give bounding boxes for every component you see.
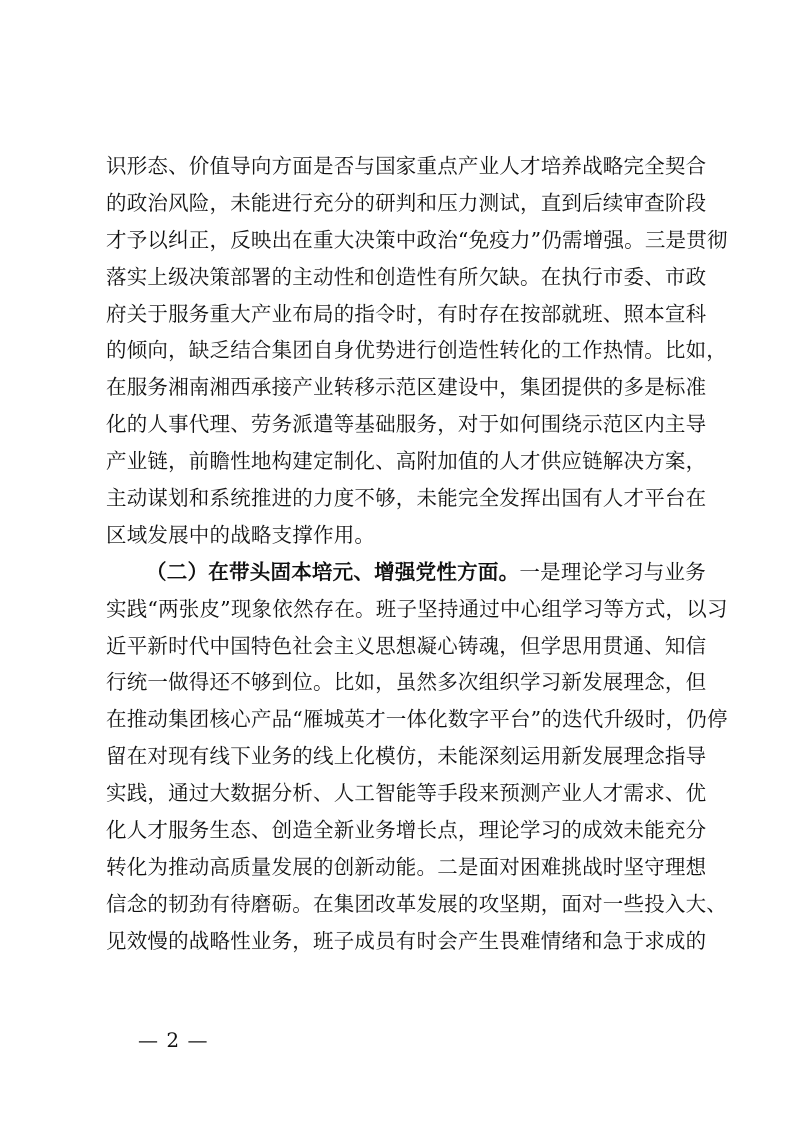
text-line: 府关于服务重大产业布局的指令时，有时存在按部就班、照本宣科 [106,301,707,326]
text-line: 在推动集团核心产品“雁城英才一体化数字平台”的迭代升级时，仍停 [106,707,728,732]
text-line: 留在对现有线下业务的线上化模仿，未能深刻运用新发展理念指导 [106,744,707,769]
section-heading-line [106,554,706,591]
text-line: 化的人事代理、劳务派遣等基础服务，对于如何围绕示范区内主导 [106,412,707,437]
text-line: 在服务湘南湘西承接产业转移示范区建设中，集团提供的多是标准 [106,375,707,400]
body-text [106,148,728,960]
text-line: 主动谋划和系统推进的力度不够，未能完全发挥出国有人才平台在 [106,486,707,511]
text-line: 的倾向，缺乏结合集团自身优势进行创造性转化的工作热情。比如， [106,338,727,363]
text-line: 识形态、价值导向方面是否与国家重点产业人才培养战略完全契合 [106,154,707,178]
paragraph-last-line: 区域发展中的战略支撑作用。 [106,522,376,547]
text-line: 转化为推动高质量发展的创新动能。二是面对困难挑战时坚守理想 [106,854,707,879]
text-line: 近平新时代中国特色社会主义思想凝心铸魂，但学思用贯通、知信 [106,633,707,658]
section-heading-continuation: 一是理论学习与业务 [519,559,706,584]
text-line: 信念的韧劲有待磨砺。在集团改革发展的攻坚期，面对一些投入大、 [106,891,727,916]
text-line: 才予以纠正，反映出在重大决策中政治“免疫力”仍需增强。三是贯彻 [106,227,728,252]
text-line: 化人才服务生态、创造全新业务增长点，理论学习的成效未能充分 [106,818,707,843]
text-line: 实践，通过大数据分析、人工智能等手段来预测产业人才需求、优 [106,781,707,806]
text-line: 产业链，前瞻性地构建定制化、高附加值的人才供应链解决方案， [106,449,707,474]
text-line: 见效慢的战略性业务，班子成员有时会产生畏难情绪和急于求成的 [106,928,707,953]
page-number: — 2 — [138,1028,209,1052]
text-line: 的政治风险，未能进行充分的研判和压力测试，直到后续审查阶段 [106,190,707,215]
text-line: 落实上级决策部署的主动性和创造性有所欠缺。在执行市委、市政 [106,264,707,289]
text-line: 实践“两张皮”现象依然存在。班子坚持通过中心组学习等方式，以习 [106,596,728,621]
text-line: 行统一做得还不够到位。比如，虽然多次组织学习新发展理念，但 [106,670,707,695]
section-heading: （二）在带头固本培元、增强党性方面。 [146,559,520,584]
